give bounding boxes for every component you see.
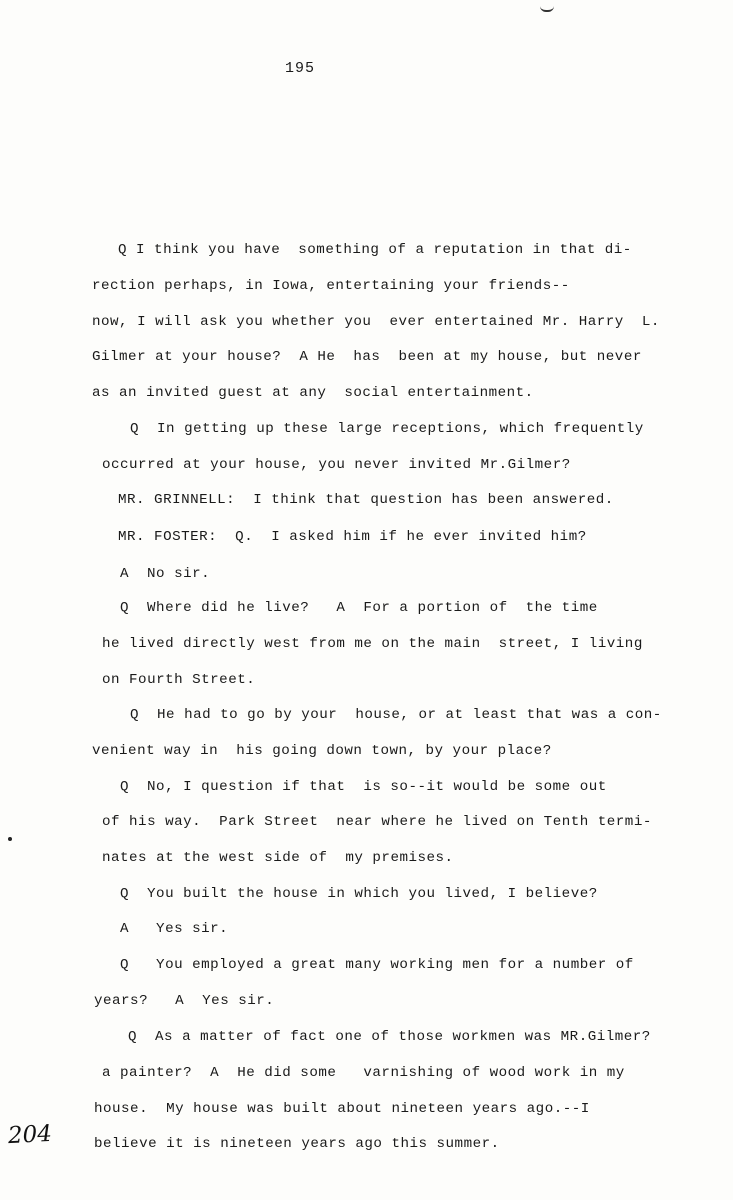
transcript-line: A No sir. <box>120 566 211 582</box>
transcript-line: Q As a matter of fact one of those workmen was MR.Gilmer? <box>128 1029 651 1045</box>
handwritten-margin-note: 204 <box>7 1120 53 1150</box>
transcript-line: Q No, I question if that is so--it would be some out <box>120 779 607 795</box>
transcript-line: MR. GRINNELL: I think that question has been answered. <box>118 492 614 508</box>
transcript-line: believe it is nineteen years ago this summer. <box>94 1136 500 1152</box>
transcript-line: a painter? A He did some varnishing of wood work in my <box>102 1065 625 1081</box>
transcript-line: A Yes sir. <box>120 921 229 937</box>
transcript-line: occurred at your house, you never invited Mr.Gilmer? <box>102 457 571 473</box>
transcript-line: MR. FOSTER: Q. I asked him if he ever invited him? <box>118 529 587 545</box>
transcript-line: as an invited guest at any social entertainment. <box>92 385 534 401</box>
ink-mark <box>540 6 554 12</box>
transcript-line: venient way in his going down town, by your place? <box>92 743 552 759</box>
transcript-line: nates at the west side of my premises. <box>102 850 454 866</box>
transcript-line: rection perhaps, in Iowa, entertaining your friends-- <box>92 278 570 294</box>
transcript-line: Q Where did he live? A For a portion of the time <box>120 600 598 616</box>
transcript-line: of his way. Park Street near where he lived on Tenth termi- <box>102 814 652 830</box>
transcript-line: Gilmer at your house? A He has been at my house, but never <box>92 349 642 365</box>
transcript-line: Q He had to go by your house, or at least that was a con- <box>130 707 662 723</box>
page-number: 195 <box>285 60 316 77</box>
transcript-line: years? A Yes sir. <box>94 993 275 1009</box>
transcript-line: Q You employed a great many working men for a number of <box>120 957 634 973</box>
transcript-line: he lived directly west from me on the main street, I living <box>102 636 643 652</box>
ink-speck <box>8 837 12 841</box>
transcript-line: house. My house was built about nineteen years ago.--I <box>94 1101 590 1117</box>
transcript-line: Q In getting up these large receptions, which frequently <box>130 421 644 437</box>
transcript-line: Q You built the house in which you lived, I believe? <box>120 886 598 902</box>
transcript-line: on Fourth Street. <box>102 672 256 688</box>
transcript-line: Q I think you have something of a reputation in that di- <box>118 242 632 258</box>
transcript-line: now, I will ask you whether you ever entertained Mr. Harry L. <box>92 314 660 330</box>
